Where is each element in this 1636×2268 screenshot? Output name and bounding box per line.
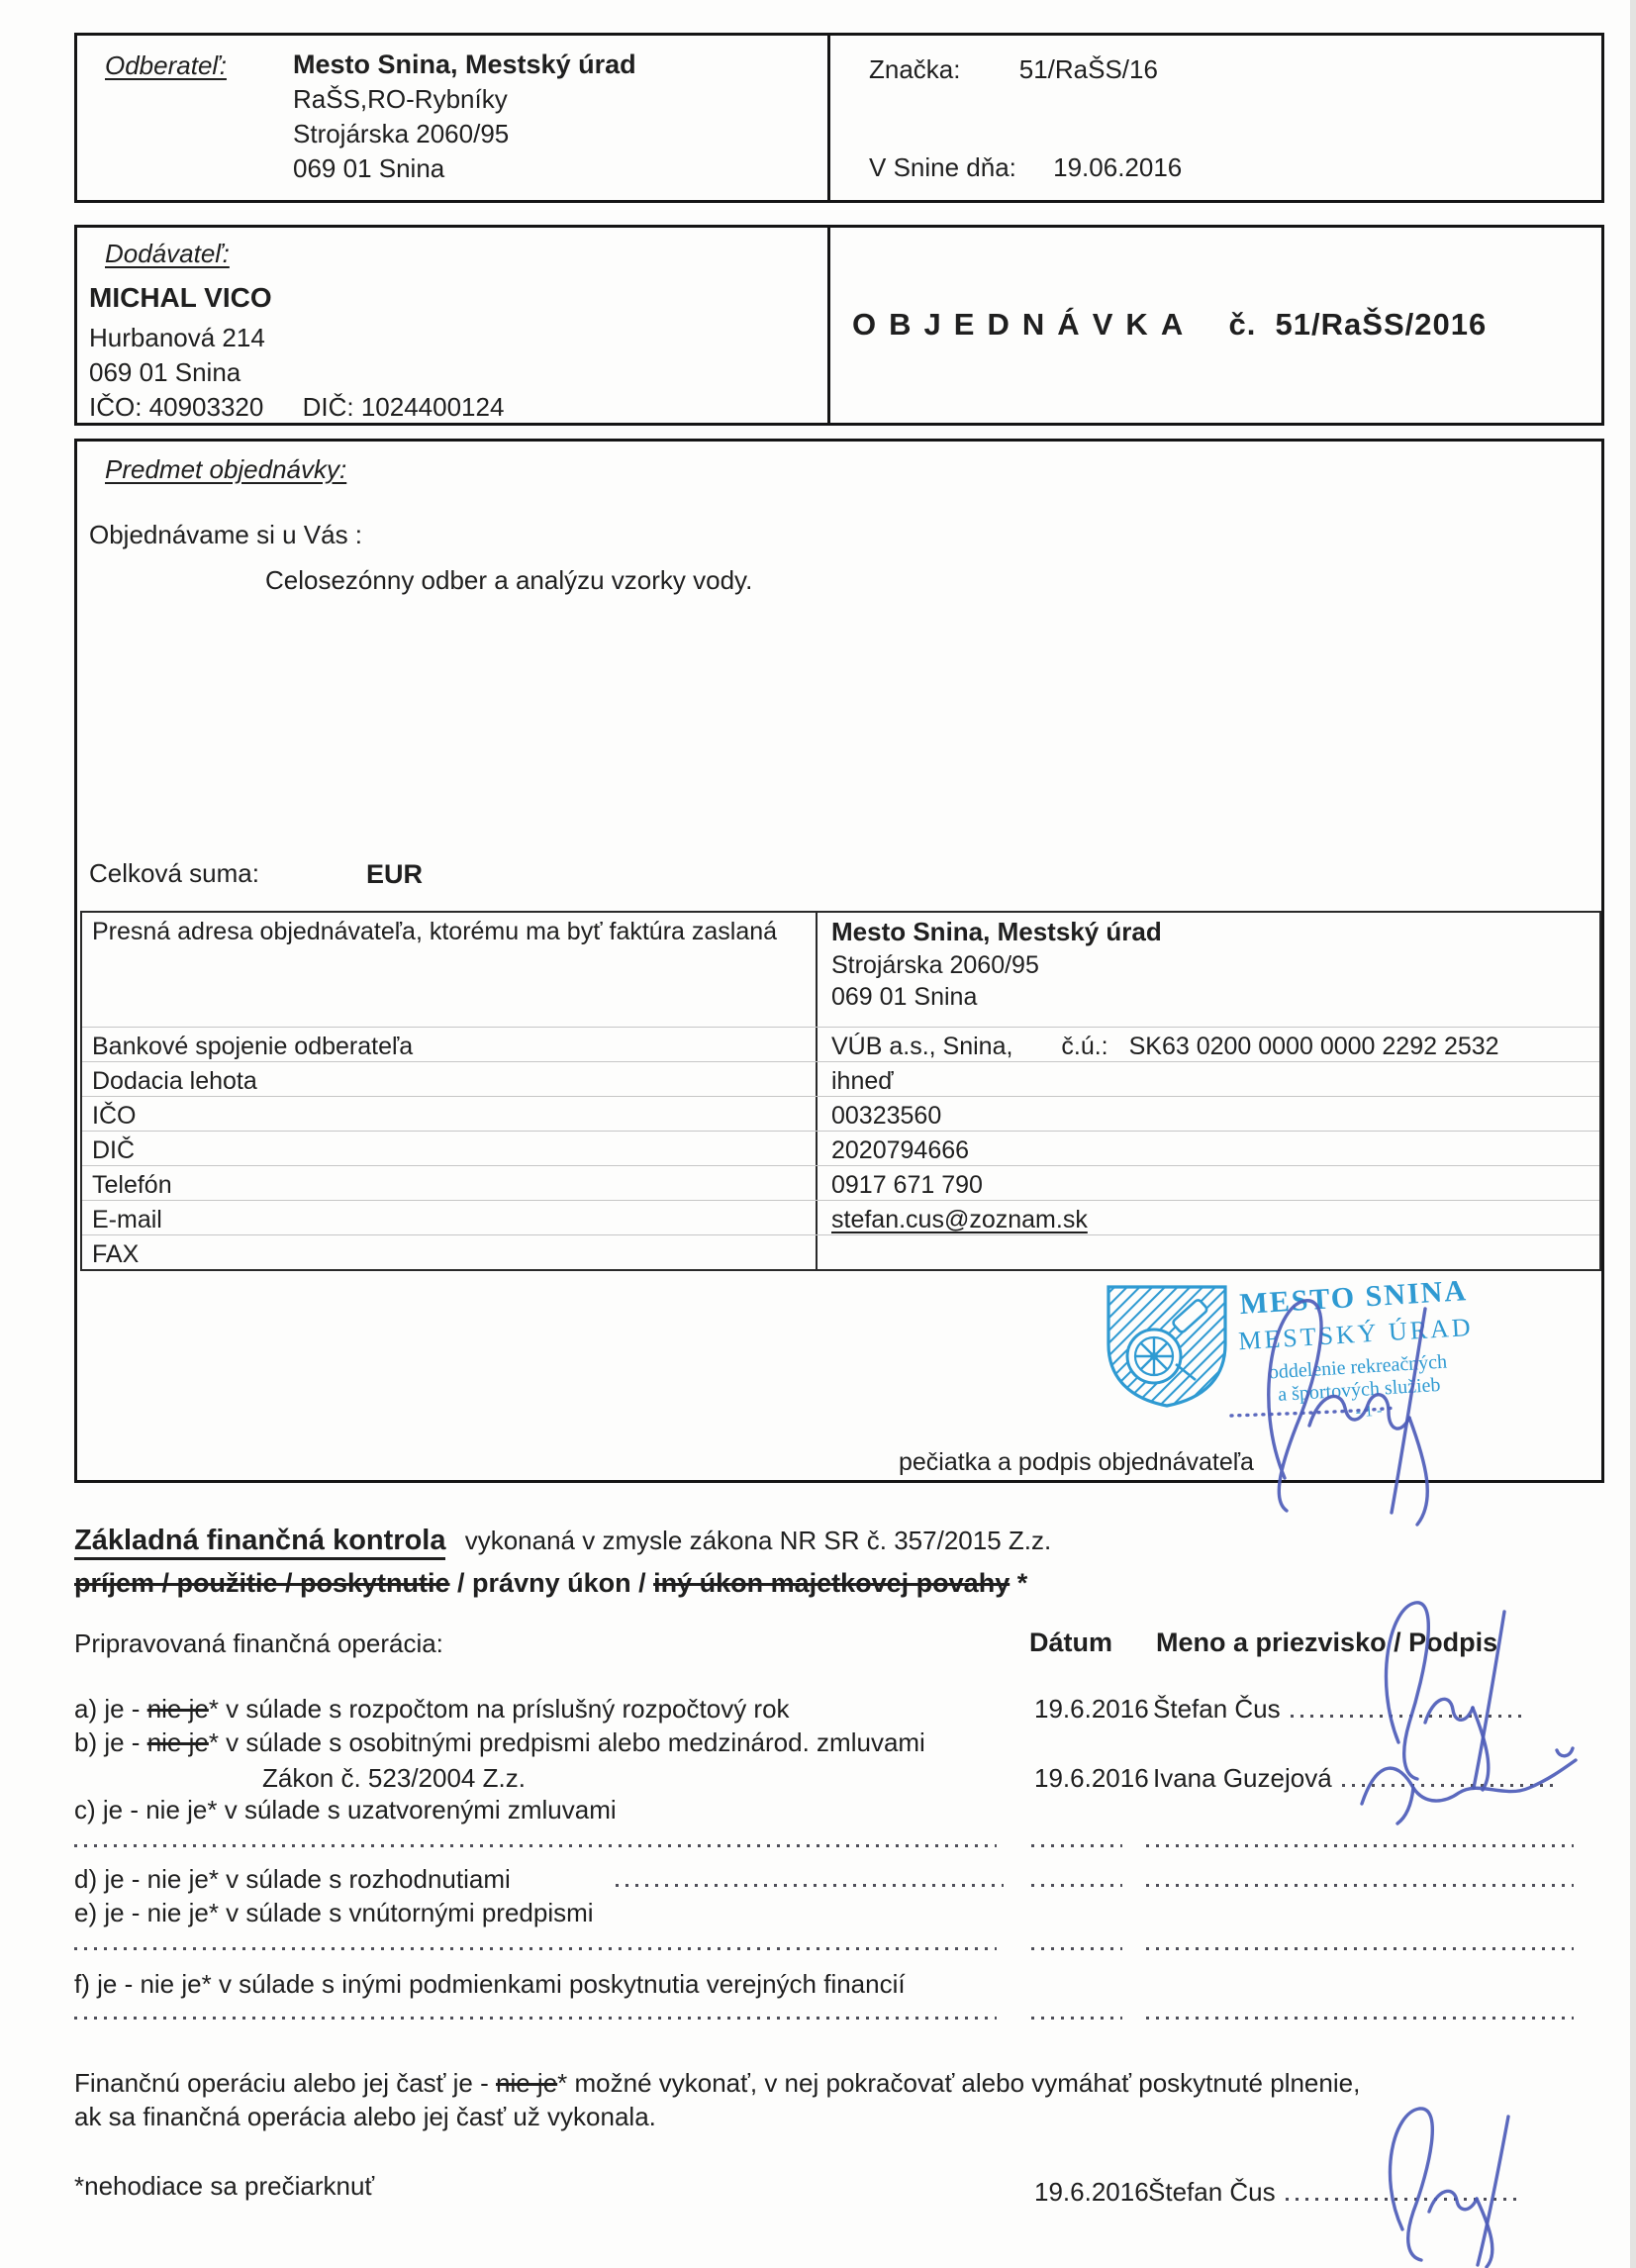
dotted-line xyxy=(1291,1715,1523,1718)
sig-row-3-date: 19.6.2016 xyxy=(1034,2177,1149,2207)
bank-name: VÚB a.s., Snina, xyxy=(831,1033,1013,1060)
supplier-address1: Hurbanová 214 xyxy=(89,323,265,352)
order-intro: Objednávame si u Vás : xyxy=(89,520,363,549)
item-d: d) je - nie je* v súlade s rozhodnutiami xyxy=(74,1864,511,1894)
place-date-label: V Snine dňa: xyxy=(869,152,1016,182)
supplier-ico: IČO: 40903320 xyxy=(89,392,264,422)
dotted-line xyxy=(1031,1843,1122,1847)
stamp-city: MESTO SNINA xyxy=(1238,1274,1469,1322)
item-b xyxy=(74,1726,925,1760)
control-heading-rest: vykonaná v zmysle zákona NR SR č. 357/2015 Z.z. xyxy=(464,1526,1052,1555)
table-row xyxy=(82,1235,1599,1268)
row-label: Telefón xyxy=(92,1171,172,1199)
name-column-header: Meno a priezvisko / Podpis xyxy=(1156,1627,1498,1657)
table-row xyxy=(82,1166,1599,1201)
row-label: E-mail xyxy=(92,1206,162,1233)
total-currency: EUR xyxy=(366,859,424,889)
table-row xyxy=(82,1097,1599,1132)
signer-name: Štefan Čus xyxy=(1148,2177,1276,2207)
sig-row-1-date: 19.6.2016 xyxy=(1034,1694,1149,1724)
row-value-email: stefan.cus@zoznam.sk xyxy=(831,1206,1088,1233)
option-star: * xyxy=(1010,1568,1028,1598)
dotted-line xyxy=(74,1843,997,1847)
closing-line-2: ak sa finančná operácia alebo jej časť už vykonala. xyxy=(74,2102,656,2131)
dotted-line xyxy=(1031,1883,1122,1887)
item-b-line2: Zákon č. 523/2004 Z.z. xyxy=(262,1763,526,1793)
reference-row xyxy=(869,53,1158,87)
customer-address xyxy=(293,48,636,186)
billing-address-values xyxy=(831,916,1584,1014)
billing-address-street: Strojárska 2060/95 xyxy=(831,950,1039,979)
customer-box xyxy=(74,33,1604,203)
stamp-office: MESTSKÝ ÚRAD xyxy=(1237,1312,1475,1355)
divider xyxy=(827,228,830,423)
customer-label: Odberateľ: xyxy=(105,50,227,80)
order-word: OBJEDNÁVKA xyxy=(852,307,1197,342)
control-heading: Základná finančná kontrola xyxy=(74,1525,445,1560)
supplier-label: Dodávateľ: xyxy=(105,239,230,268)
dotted-line xyxy=(74,2016,997,2020)
divider xyxy=(827,36,830,200)
place-date-value: 19.06.2016 xyxy=(1053,152,1183,182)
control-heading-row xyxy=(74,1523,1051,1560)
dotted-line xyxy=(1146,1843,1574,1847)
bank-value-row xyxy=(831,1031,1584,1063)
prepared-operation-label: Pripravovaná finančná operácia: xyxy=(74,1628,443,1658)
item-e: e) je - nie je* v súlade s vnútornými predpismi xyxy=(74,1898,594,1927)
dotted-line xyxy=(1286,2198,1523,2201)
billing-address-city: 069 01 Snina xyxy=(831,983,978,1012)
option-plain: / právny úkon / xyxy=(449,1568,654,1598)
table-row xyxy=(82,1132,1599,1166)
sig-row-3-name xyxy=(1148,2176,1522,2210)
dotted-line xyxy=(616,1883,1004,1887)
row-value: ihneď xyxy=(831,1067,894,1095)
order-number: č. 51/RaŠS/2016 xyxy=(1228,307,1488,342)
stamp-text xyxy=(1229,1274,1485,1430)
scan-edge-artifact xyxy=(1630,0,1636,2268)
stamp-dept-2: a športových služieb xyxy=(1277,1374,1442,1407)
account-iban: SK63 0200 0000 0000 2292 2532 xyxy=(1128,1033,1499,1060)
stamp-dept-1: oddelenie rekreačných xyxy=(1268,1350,1448,1384)
reference-value: 51/RaŠS/16 xyxy=(1018,54,1158,84)
customer-line: Strojárska 2060/95 xyxy=(293,119,510,148)
row-label: IČO xyxy=(92,1102,137,1130)
subject-label: Predmet objednávky: xyxy=(105,454,347,484)
supplier-ids xyxy=(89,391,504,425)
supplier-box xyxy=(74,225,1604,426)
dotted-line xyxy=(1146,1883,1574,1887)
sig-row-2-name xyxy=(1153,1762,1567,1796)
reference-label: Značka: xyxy=(869,54,961,84)
billing-table xyxy=(80,911,1601,1271)
footnote: *nehodiace sa prečiarknuť xyxy=(74,2171,375,2201)
order-subject-text: Celosezónny odber a analýzu vzorky vody. xyxy=(265,565,753,595)
billing-address-name: Mesto Snina, Mestský úrad xyxy=(831,917,1162,946)
place-date-row xyxy=(869,151,1182,185)
row-label: Dodacia lehota xyxy=(92,1067,257,1095)
dotted-line xyxy=(1146,1946,1574,1950)
supplier-address2: 069 01 Snina xyxy=(89,357,241,387)
customer-line: 069 01 Snina xyxy=(293,153,445,183)
closing-post: * možné vykonať, v nej pokračovať alebo vymáhať poskytnuté plnenie, xyxy=(557,2068,1361,2098)
row-value: 2020794666 xyxy=(831,1136,970,1164)
billing-address-label: Presná adresa objednávateľa, ktorému ma byť faktúra zaslaná xyxy=(92,918,778,945)
control-options-row xyxy=(74,1566,1027,1601)
supplier-name: MICHAL VICO xyxy=(89,282,272,313)
account-label: č.ú.: xyxy=(1061,1033,1108,1060)
item-b-pre: b) je - xyxy=(74,1727,147,1757)
item-f: f) je - nie je* v súlade s inými podmienkami poskytnutia verejných financií xyxy=(74,1969,906,1999)
row-value: 0917 671 790 xyxy=(831,1171,983,1199)
item-b-post: * v súlade s osobitnými predpismi alebo medzinárod. zmluvami xyxy=(208,1727,925,1757)
dotted-line xyxy=(1342,1784,1558,1787)
dotted-line xyxy=(74,1946,997,1950)
item-a-post: * v súlade s rozpočtom na príslušný rozpočtový rok xyxy=(208,1694,790,1724)
stamp-number: - 1 - xyxy=(1355,1402,1383,1422)
date-column-header: Dátum xyxy=(1029,1627,1113,1657)
signer-name: Štefan Čus xyxy=(1153,1694,1281,1724)
table-row xyxy=(82,1028,1599,1062)
closing-pre: Finančnú operáciu alebo jej časť je - xyxy=(74,2068,496,2098)
stamp-caption: pečiatka a podpis objednávateľa xyxy=(899,1448,1254,1476)
option-struck-2: iný úkon majetkovej povahy xyxy=(653,1568,1010,1598)
customer-line: RaŠS,RO-Rybníky xyxy=(293,84,508,114)
total-label: Celková suma: xyxy=(89,858,259,888)
option-struck-1: príjem / použitie / poskytnutie xyxy=(74,1568,450,1598)
dotted-line xyxy=(1031,2016,1122,2020)
table-row xyxy=(82,1062,1599,1097)
bank-label: Bankové spojenie odberateľa xyxy=(92,1033,414,1060)
order-title xyxy=(852,305,1487,345)
snina-coat-of-arms-icon xyxy=(1105,1283,1230,1410)
signer-name: Ivana Guzejová xyxy=(1153,1763,1332,1793)
item-a-pre: a) je - xyxy=(74,1694,147,1724)
table-row xyxy=(82,1201,1599,1235)
row-label: FAX xyxy=(92,1240,140,1268)
dotted-line xyxy=(1146,2016,1574,2020)
table-row xyxy=(82,913,1599,1028)
row-label: DIČ xyxy=(92,1136,136,1164)
supplier-dic: DIČ: 1024400124 xyxy=(302,392,505,422)
order-body-box xyxy=(74,439,1604,1483)
item-a xyxy=(74,1693,790,1726)
dotted-line xyxy=(1031,1946,1122,1950)
customer-name: Mesto Snina, Mestský úrad xyxy=(293,49,636,79)
sig-row-2-date: 19.6.2016 xyxy=(1034,1763,1149,1793)
closing-struck: nie je xyxy=(496,2068,558,2098)
row-value: 00323560 xyxy=(831,1102,942,1130)
sig-row-1-name xyxy=(1153,1693,1517,1726)
item-c: c) je - nie je* v súlade s uzatvorenými zmluvami xyxy=(74,1795,617,1824)
item-b-struck: nie je xyxy=(146,1727,209,1757)
item-a-struck: nie je xyxy=(146,1694,209,1724)
closing-line-1 xyxy=(74,2067,1360,2101)
